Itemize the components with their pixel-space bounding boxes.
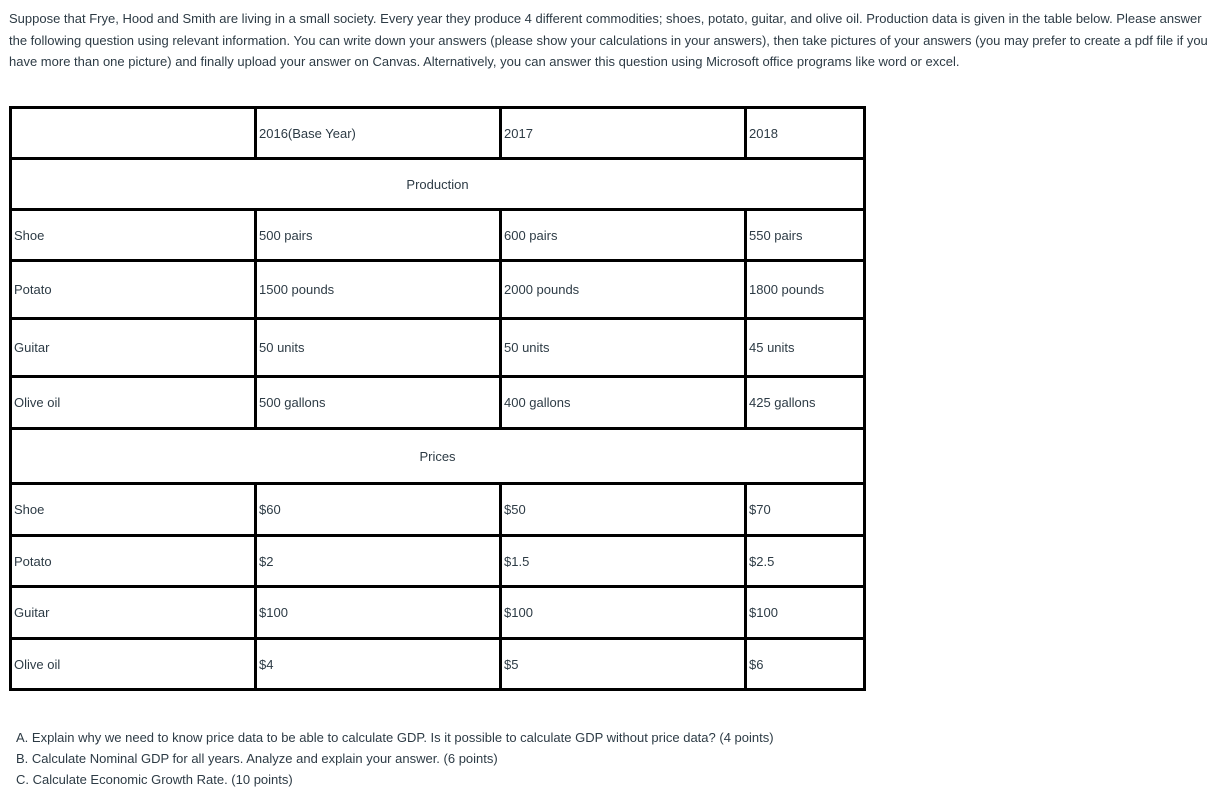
commodity-table [9, 106, 866, 691]
header-cell-item [11, 108, 256, 159]
table-row [11, 536, 865, 587]
value-cell-2017: $50 [501, 484, 746, 536]
value-cell-2017: 50 units [501, 319, 746, 377]
value-cell-2017: $5 [501, 639, 746, 690]
value-cell-2018: $6 [746, 639, 865, 690]
value-cell-2018: $70 [746, 484, 865, 536]
section-label-production: Production [11, 159, 865, 210]
table-row [11, 210, 865, 261]
value-cell-2016: $60 [256, 484, 501, 536]
value-cell-2016: $2 [256, 536, 501, 587]
item-cell: Olive oil [11, 377, 256, 429]
header-cell-2018: 2018 [746, 108, 865, 159]
value-cell-2016: $100 [256, 587, 501, 639]
value-cell-2017: 400 gallons [501, 377, 746, 429]
value-cell-2018: $2.5 [746, 536, 865, 587]
value-cell-2018: 1800 pounds [746, 261, 865, 319]
item-cell: Potato [11, 536, 256, 587]
header-cell-2016: 2016(Base Year) [256, 108, 501, 159]
value-cell-2016: 500 gallons [256, 377, 501, 429]
item-cell: Potato [11, 261, 256, 319]
question-a: A. Explain why we need to know price data to be able to calculate GDP. Is it possible to calculate GDP without price data? (4 points) [16, 730, 774, 745]
table-row [11, 639, 865, 690]
section-row-prices [11, 429, 865, 484]
value-cell-2017: 600 pairs [501, 210, 746, 261]
value-cell-2017: 2000 pounds [501, 261, 746, 319]
item-cell: Shoe [11, 210, 256, 261]
value-cell-2018: 425 gallons [746, 377, 865, 429]
header-cell-2017: 2017 [501, 108, 746, 159]
table-row [11, 587, 865, 639]
question-c: C. Calculate Economic Growth Rate. (10 points) [16, 772, 293, 787]
item-cell: Guitar [11, 319, 256, 377]
table-row [11, 484, 865, 536]
value-cell-2018: 550 pairs [746, 210, 865, 261]
value-cell-2016: 1500 pounds [256, 261, 501, 319]
problem-intro: Suppose that Frye, Hood and Smith are living in a small society. Every year they produce 4 different commodities; shoes, potato, guitar, and olive oil. Production data is given in the table below. Please answer the following question using relevant information. You can write down your answers (please show your calculations in your answers), then take pictures of your answers (you may prefer to create a pdf file if you have more than one picture) and finally upload your answer on Canvas. Alternatively, you can answer this question using Microsoft office programs like word or excel. [9, 11, 1208, 69]
table-row [11, 377, 865, 429]
item-cell: Shoe [11, 484, 256, 536]
value-cell-2016: 50 units [256, 319, 501, 377]
value-cell-2017: $100 [501, 587, 746, 639]
table-row [11, 261, 865, 319]
value-cell-2018: $100 [746, 587, 865, 639]
value-cell-2016: 500 pairs [256, 210, 501, 261]
section-label-prices: Prices [11, 429, 865, 484]
value-cell-2018: 45 units [746, 319, 865, 377]
header-row [11, 108, 865, 159]
value-cell-2016: $4 [256, 639, 501, 690]
item-cell: Guitar [11, 587, 256, 639]
item-cell: Olive oil [11, 639, 256, 690]
value-cell-2017: $1.5 [501, 536, 746, 587]
question-b: B. Calculate Nominal GDP for all years. Analyze and explain your answer. (6 points) [16, 751, 498, 766]
table-row [11, 319, 865, 377]
question-list [16, 727, 774, 790]
section-row-production [11, 159, 865, 210]
